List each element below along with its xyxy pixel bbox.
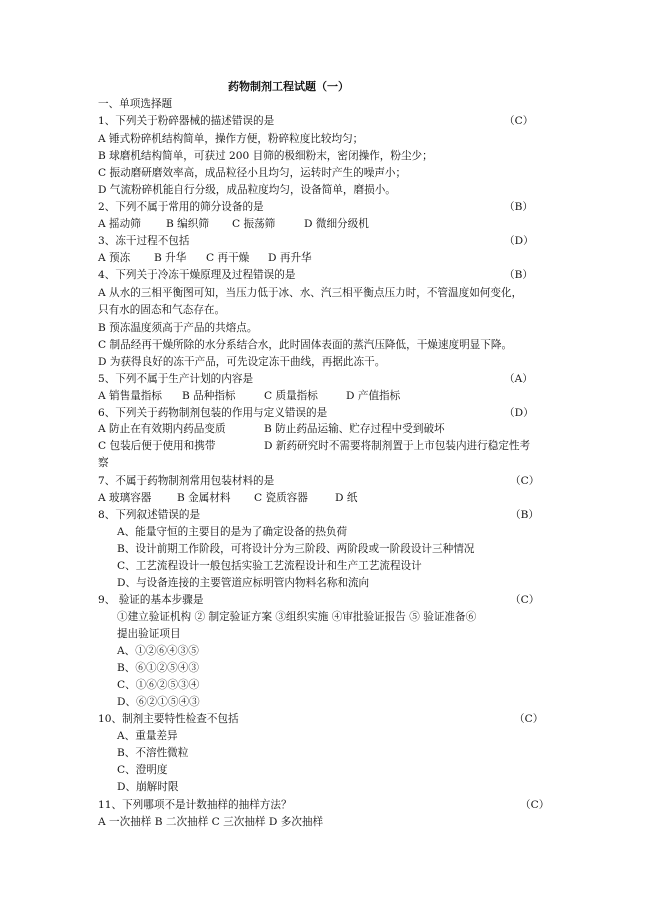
question-8-answer: （B） xyxy=(510,509,539,521)
question-6-option-a: A 防止在有效期内药品变质 xyxy=(98,423,226,435)
option-c: C 质量指标 xyxy=(264,390,318,402)
question-4-answer: （B） xyxy=(504,269,533,281)
question-11-stem: 11、下列哪项不是计数抽样的抽样方法？ xyxy=(98,799,292,811)
question-2-options xyxy=(98,217,369,231)
question-5-answer: （A） xyxy=(504,373,533,385)
option-d: D 再升华 xyxy=(268,252,312,264)
option-b: B 升华 xyxy=(154,252,187,264)
question-9-option-b: B、⑥①②⑤④③ xyxy=(117,662,199,674)
question-4-option-c: C 制品经再干燥所除的水分系结合水，此时固体表面的蒸汽压降低，干燥速度明显下降。 xyxy=(98,339,513,351)
question-10-option-a: A、重量差异 xyxy=(117,730,178,742)
question-6-option-b: B 防止药品运输、贮存过程中受到破坏 xyxy=(264,423,445,435)
option-a: A 玻璃容器 xyxy=(98,492,152,504)
question-8-option-a: A、能量守恒的主要目的是为了确定设备的热负荷 xyxy=(117,526,348,538)
question-3-options xyxy=(98,251,312,265)
question-6-stem: 6、下列关于药物制剂包装的作用与定义错误的是 xyxy=(98,407,328,419)
question-8-option-c: C、工艺流程设计一般包括实验工艺流程设计和生产工艺流程设计 xyxy=(117,560,422,572)
question-1-option-c: C 振动磨研磨效率高，成品粒径小且均匀，运转时产生的噪声小； xyxy=(98,167,407,179)
question-5-stem: 5、下列不属于生产计划的内容是 xyxy=(98,373,254,385)
question-7-options xyxy=(98,491,357,505)
question-9-option-a: A、①②⑥④③⑤ xyxy=(117,645,199,657)
question-10-option-d: D、崩解时限 xyxy=(117,781,179,793)
option-c: C 再干燥 xyxy=(206,252,250,264)
question-3-answer: （D） xyxy=(504,235,534,247)
question-6-answer: （D） xyxy=(504,407,534,419)
option-b: B 金属材料 xyxy=(177,492,231,504)
option-c: C 瓷质容器 xyxy=(254,492,308,504)
option-d: D 微细分级机 xyxy=(304,218,369,230)
question-6-option-d-line1: D 新药研究时不需要将制剂置于上市包装内进行稳定性考 xyxy=(264,440,531,452)
option-d: D 产值指标 xyxy=(346,390,401,402)
option-b: B 品种指标 xyxy=(182,390,236,402)
section-heading: 一、单项选择题 xyxy=(98,98,173,110)
question-3-stem: 3、冻干过程不包括 xyxy=(98,235,190,247)
question-4-option-a-line2: 只有水的固态和气态存在。 xyxy=(98,304,226,316)
question-8-option-b: B、设计前期工作阶段，可将设计分为三阶段、两阶段或一阶段设计三种情况 xyxy=(117,543,475,555)
question-6-option-c: C 包装后便于使用和携带 xyxy=(98,440,216,452)
question-9-stem: 9、 验证的基本步骤是 xyxy=(98,594,204,606)
question-9-option-c: C、①⑥②⑤③④ xyxy=(117,679,200,691)
question-1-option-b: B 球磨机结构简单，可获过 200 目筛的极细粉末，密闭操作，粉尘少； xyxy=(98,150,433,162)
option-a: A 预冻 xyxy=(98,252,131,264)
question-9-answer: （C） xyxy=(510,594,540,606)
option-b: B 编织筛 xyxy=(166,218,209,230)
option-c: C 振荡筛 xyxy=(232,218,276,230)
question-10-stem: 10、制剂主要特性检查不包括 xyxy=(98,713,239,725)
question-8-stem: 8、下列叙述错误的是 xyxy=(98,509,201,521)
question-11-options: A 一次抽样 B 二次抽样 C 三次抽样 D 多次抽样 xyxy=(98,816,324,828)
question-9-option-d: D、⑥②①⑤④③ xyxy=(117,696,200,708)
question-9-steps-line2: 提出验证项目 xyxy=(117,628,181,640)
option-a: A 销售量指标 xyxy=(98,390,162,402)
question-4-stem: 4、下列关于冷冻干燥原理及过程错误的是 xyxy=(98,269,296,281)
option-d: D 纸 xyxy=(335,492,358,504)
question-2-stem: 2、下列不属于常用的筛分设备的是 xyxy=(98,201,264,213)
question-10-option-c: C、澄明度 xyxy=(117,764,168,776)
question-11-answer: （C） xyxy=(520,799,550,811)
question-2-answer: （B） xyxy=(504,201,533,213)
question-1-option-a: A 锤式粉碎机结构简单，操作方便，粉碎粒度比较均匀； xyxy=(98,133,364,145)
page-title: 药物制剂工程试题（一） xyxy=(228,80,349,93)
question-7-stem: 7、不属于药物制剂常用包装材料的是 xyxy=(98,475,275,487)
question-1-option-d: D 气流粉碎机能自行分级，成品粒度均匀，设备简单，磨损小。 xyxy=(98,184,396,196)
question-4-option-b: B 预冻温度须高于产品的共熔点。 xyxy=(98,322,258,334)
question-4-option-d: D 为获得良好的冻干产品，可先设定冻干曲线，再据此冻干。 xyxy=(98,356,386,368)
question-5-options xyxy=(98,389,400,403)
question-9-steps-line1: ①建立验证机构 ② 制定验证方案 ③组织实施 ④审批验证报告 ⑤ 验证准备⑥ xyxy=(117,611,477,623)
question-10-option-b: B、不溶性微粒 xyxy=(117,747,189,759)
question-4-option-a-line1: A 从水的三相平衡图可知，当压力低于冰、水、汽三相平衡点压力时，不管温度如何变化， xyxy=(98,287,523,299)
question-1-answer: （C） xyxy=(504,115,534,127)
option-a: A 摇动筛 xyxy=(98,218,141,230)
question-7-answer: （C） xyxy=(510,475,540,487)
question-8-option-d: D、与设备连接的主要管道应标明管内物料名称和流向 xyxy=(117,577,370,589)
question-6-option-d-line2: 察 xyxy=(98,457,109,469)
question-1-stem: 1、下列关于粉碎器械的描述错误的是 xyxy=(98,115,275,127)
question-10-answer: （C） xyxy=(514,713,544,725)
